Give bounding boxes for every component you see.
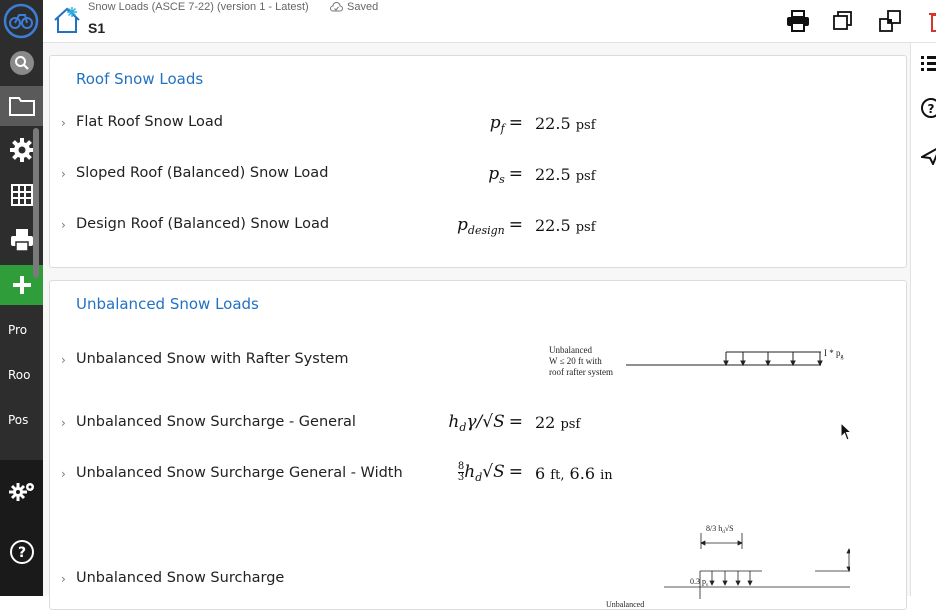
formula-value: 22.5 psf bbox=[535, 216, 596, 235]
row-flat-roof-snow-load[interactable] bbox=[50, 109, 908, 139]
diagram-text: W ≤ 20 ft with bbox=[549, 356, 602, 366]
chevron-right-icon[interactable]: › bbox=[61, 416, 66, 430]
svg-text:I * pg: I * $p_g$ bbox=[824, 348, 844, 360]
settings-gears-icon[interactable] bbox=[0, 472, 43, 512]
sidebar-scrollbar[interactable] bbox=[33, 128, 39, 278]
saved-label: Saved bbox=[347, 1, 379, 13]
search-icon[interactable] bbox=[0, 43, 43, 83]
svg-text:8/3 hd√S: 8/3 $h_d√S$ bbox=[706, 524, 734, 535]
formula-value: 22.5 psf bbox=[535, 114, 596, 133]
row-sloped-roof-snow-load[interactable] bbox=[50, 160, 908, 190]
right-rail bbox=[910, 43, 936, 596]
load-label: I * p bbox=[824, 348, 841, 358]
chevron-right-icon[interactable]: › bbox=[61, 167, 66, 181]
chevron-right-icon[interactable]: › bbox=[61, 353, 66, 367]
folder-icon[interactable] bbox=[0, 86, 43, 126]
row-label: Unbalanced Snow Surcharge General - Width bbox=[76, 465, 403, 481]
rafter-diagram bbox=[546, 343, 866, 381]
chevron-right-icon[interactable]: › bbox=[61, 218, 66, 232]
row-label: Unbalanced Snow with Rafter System bbox=[76, 351, 349, 367]
formula-symbol: $h_d\gamma/√S$ = bbox=[448, 412, 523, 434]
row-surcharge-width[interactable] bbox=[50, 460, 908, 490]
row-surcharge-general[interactable] bbox=[50, 409, 908, 439]
delete-button[interactable] bbox=[924, 9, 936, 33]
row-label: Unbalanced Snow Surcharge bbox=[76, 570, 285, 586]
width-label: 8/3 h bbox=[706, 524, 723, 533]
formula-value: 22 psf bbox=[535, 413, 581, 432]
row-design-roof-snow-load[interactable] bbox=[50, 211, 908, 241]
help-circle-icon[interactable] bbox=[921, 98, 936, 118]
formula-value: 22.5 psf bbox=[535, 165, 596, 184]
formula-value: 6 ft, 6.6 in bbox=[535, 464, 613, 483]
header-bar bbox=[43, 0, 936, 43]
left-sidebar bbox=[0, 0, 43, 596]
sidebar-item-pro[interactable]: Pro bbox=[8, 323, 28, 337]
diagram-text: roof rafter system bbox=[549, 367, 613, 377]
print-button[interactable] bbox=[786, 9, 810, 33]
left-label: 0.3 p bbox=[690, 577, 706, 586]
share-button[interactable] bbox=[878, 9, 902, 33]
list-icon[interactable] bbox=[921, 53, 936, 73]
sidebar-item-pos[interactable]: Pos bbox=[8, 413, 29, 427]
svg-text:?: ? bbox=[927, 102, 935, 116]
diagram-text: Unbalanced bbox=[549, 345, 592, 355]
sidebar-lower-panel bbox=[0, 460, 43, 596]
sidebar-item-roof[interactable]: Roo bbox=[8, 368, 31, 382]
formula-symbol: $p_f$ = bbox=[489, 113, 523, 135]
saved-status bbox=[330, 1, 378, 13]
document-title[interactable]: Snow Loads (ASCE 7-22) (version 1 - Latest) bbox=[88, 1, 309, 13]
mouse-cursor-icon bbox=[840, 422, 854, 442]
row-unbalanced-surcharge[interactable] bbox=[50, 565, 908, 595]
sheet-name[interactable]: S1 bbox=[88, 20, 106, 36]
chevron-right-icon[interactable]: › bbox=[61, 116, 66, 130]
app-logo-icon[interactable] bbox=[3, 3, 39, 39]
duplicate-button[interactable] bbox=[831, 9, 855, 33]
snow-house-icon bbox=[52, 5, 82, 35]
main-content bbox=[43, 43, 910, 609]
roof-snow-loads-card bbox=[49, 55, 907, 268]
cloud-check-icon bbox=[330, 2, 343, 12]
chevron-right-icon[interactable]: › bbox=[61, 467, 66, 481]
row-label: Flat Roof Snow Load bbox=[76, 114, 223, 130]
formula-symbol: $p_{design}$ = bbox=[457, 215, 523, 237]
row-label: Unbalanced Snow Surcharge - General bbox=[76, 414, 356, 430]
formula-symbol: $p_s$ = bbox=[488, 164, 523, 186]
row-label: Design Roof (Balanced) Snow Load bbox=[76, 216, 330, 232]
send-icon[interactable] bbox=[921, 145, 936, 165]
chevron-right-icon[interactable]: › bbox=[61, 572, 66, 586]
help-icon[interactable] bbox=[0, 532, 43, 572]
row-label: Sloped Roof (Balanced) Snow Load bbox=[76, 165, 329, 181]
section-title[interactable]: Unbalanced Snow Loads bbox=[76, 295, 259, 313]
formula-symbol: $\frac{8}{3}$ $h_d√S$ = bbox=[457, 461, 523, 484]
unbalanced-snow-loads-card bbox=[49, 280, 907, 610]
svg-text:0.3 ps: 0.3 $p_s$ bbox=[690, 577, 708, 588]
section-title[interactable]: Roof Snow Loads bbox=[76, 70, 204, 88]
unbalanced-label: Unbalanced bbox=[606, 600, 645, 609]
svg-text:?: ? bbox=[17, 545, 26, 561]
